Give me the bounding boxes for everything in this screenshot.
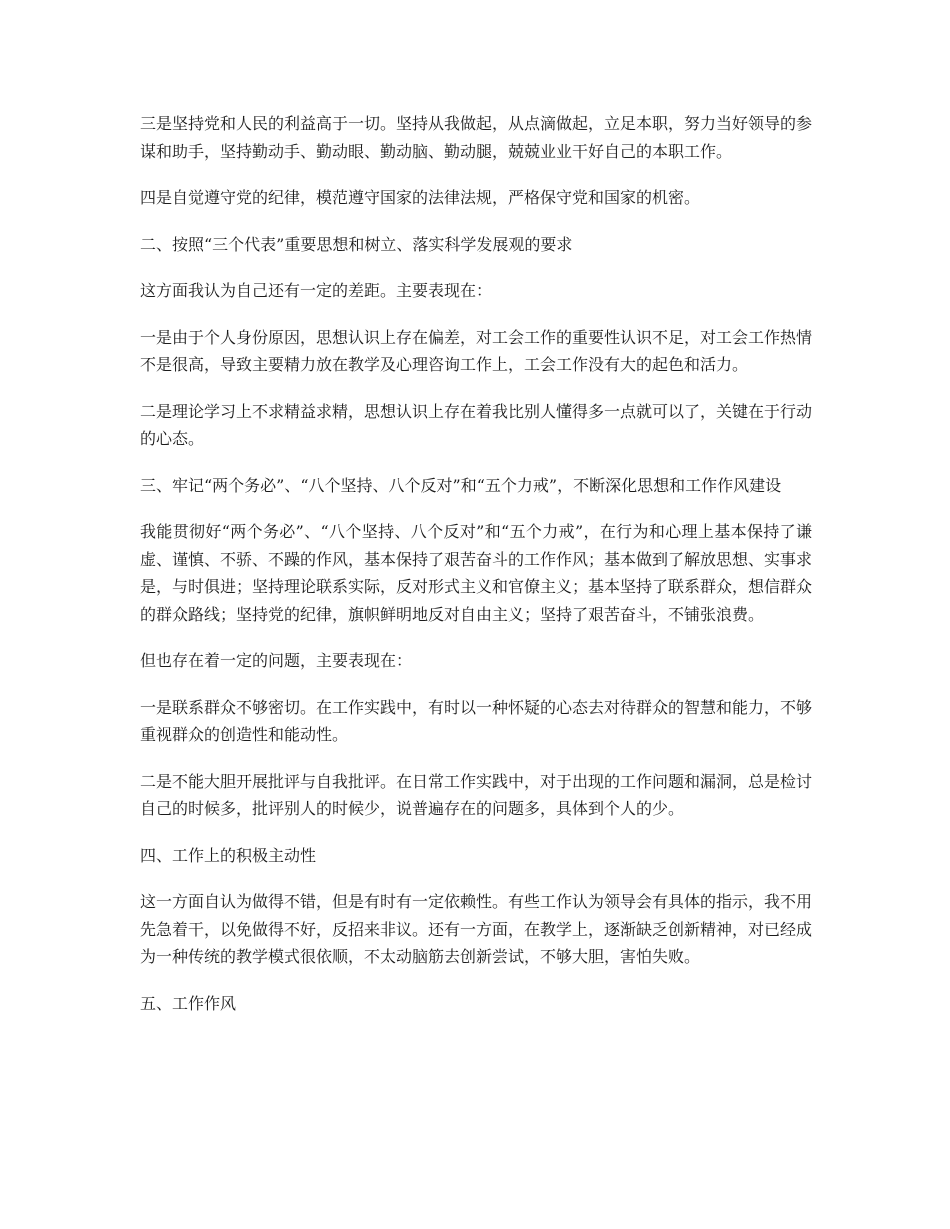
section-heading-5: 五、工作作风 — [140, 993, 237, 1013]
paragraph-mass-contact: 一是联系群众不够密切。在工作实践中，有时以一种怀疑的心态去对待群众的智慧和能力，不够重视群众的创造性和能动性。 — [140, 697, 813, 744]
paragraph-work-style-achievements: 我能贯彻好“两个务必”、“八个坚持、八个反对”和“五个力戒”，在行为和心理上基本保持了谦虚、谨慎、不骄、不躁的作风，基本保持了艰苦奋斗的工作作风；基本做到了解放思想、实事求是，与时俱进；坚持理论联系实际，反对形式主义和官僚主义；基本坚持了联系群众，想信群众的群众路线；坚持党的纪律，旗帜鲜明地反对自由主义；坚持了艰苦奋斗，不铺张浪费。 — [140, 522, 813, 624]
paragraph-party-discipline: 四是自觉遵守党的纪律，模范遵守国家的法律法规，严格保守党和国家的机密。 — [140, 188, 701, 207]
section-heading-4: 四、工作上的积极主动性 — [140, 845, 317, 865]
paragraph-problems-intro: 但也存在着一定的问题，主要表现在： — [140, 651, 413, 670]
paragraph-party-interests: 三是坚持党和人民的利益高于一切。坚持从我做起，从点滴做起，立足本职，努力当好领导的参谋和助手，坚持勤动手、勤动眼、勤动脑、勤动腿，兢兢业业干好自己的本职工作。 — [140, 114, 813, 161]
paragraph-theory-study: 二是理论学习上不求精益求精，思想认识上存在着我比别人懂得多一点就可以了，关键在于行动的心态。 — [140, 401, 813, 448]
paragraph-initiative: 这一方面自认为做得不错，但是有时有一定依赖性。有些工作认为领导会有具体的指示，我不用先急着干，以免做得不好，反招来非议。还有一方面，在教学上，逐渐缺乏创新精神，对已经成为一种传统的教学模式很依顺，不太动脑筋去创新尝试，不够大胆，害怕失败。 — [140, 892, 813, 966]
paragraph-union-work: 一是由于个人身份原因，思想认识上存在偏差，对工会工作的重要性认识不足，对工会工作热情不是很高，导致主要精力放在教学及心理咨询工作上，工会工作没有大的起色和活力。 — [140, 327, 813, 374]
document-body — [140, 110, 812, 1036]
paragraph-criticism: 二是不能大胆开展批评与自我批评。在日常工作实践中，对于出现的工作问题和漏洞，总是检讨自己的时候多，批评别人的时候少，说普遍存在的问题多，具体到个人的少。 — [140, 771, 813, 818]
section-heading-2: 二、按照“三个代表”重要思想和树立、落实科学发展观的要求 — [140, 234, 573, 254]
section-heading-3: 三、牢记“两个务必”、“八个坚持、八个反对”和“五个力戒”，不断深化思想和工作作风建设 — [140, 475, 782, 495]
paragraph-gap-intro: 这方面我认为自己还有一定的差距。主要表现在： — [140, 281, 493, 300]
